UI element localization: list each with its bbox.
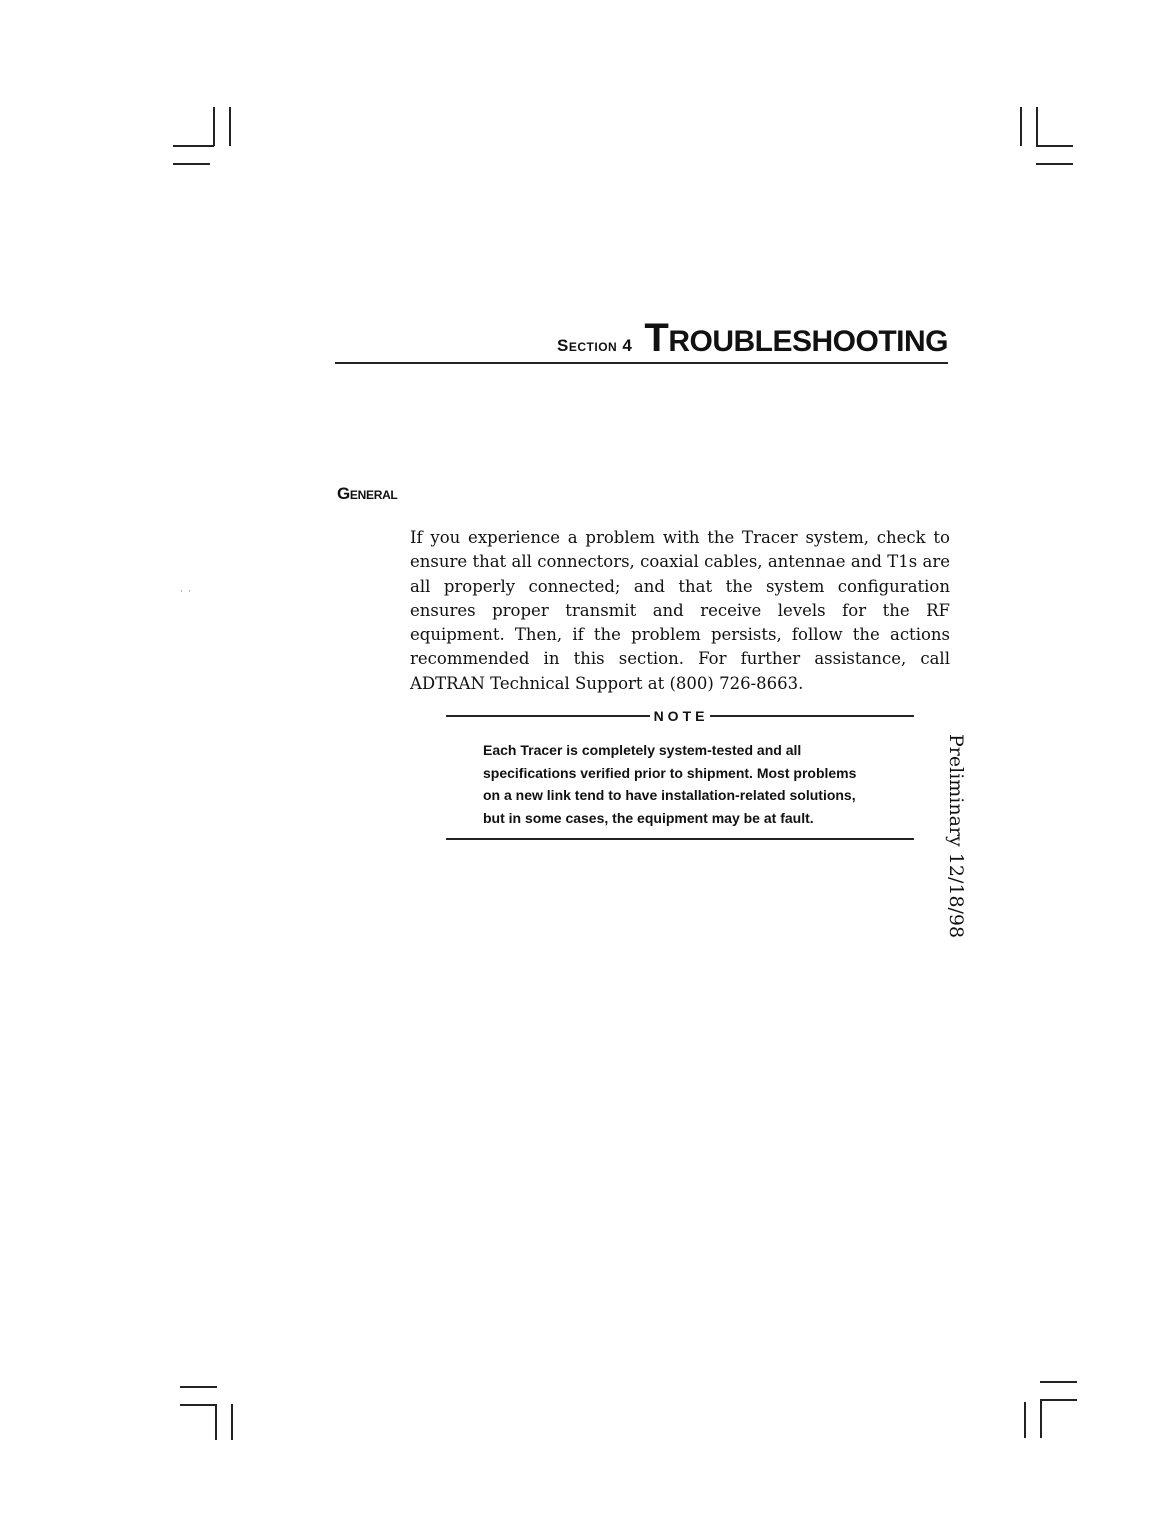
note-line: Each Tracer is completely system-tested and all [483, 742, 802, 758]
crop-mark-top-right-h2 [1036, 163, 1073, 165]
general-paragraph: If you experience a problem with the Tracer system, check to ensure that all connectors, coaxial cables, antennae and T1s are all properly connected; and that the system configuration ensures proper transmit and receive levels for the RF equipment. Then, if the problem persists, follow the actions recommended in this section. For further assistance, call ADTRAN Technical Support at (800) 726-8663. [410, 528, 950, 693]
crop-mark-bottom-right-h [1040, 1381, 1077, 1383]
crop-mark-bottom-right-v2 [1040, 1399, 1042, 1438]
crop-mark-top-right [1020, 107, 1022, 146]
scan-speck: ˙ ˙ [179, 590, 193, 601]
note-body [483, 739, 883, 829]
crop-mark-bottom-left-v2 [231, 1404, 233, 1440]
crop-mark-top-left-h [173, 145, 214, 147]
crop-mark-bottom-left-h2 [180, 1404, 217, 1406]
crop-mark-top-right-h [1036, 145, 1073, 147]
note-line: but in some cases, the equipment may be at fault. [483, 809, 814, 826]
note-rule-bottom [446, 838, 914, 840]
note-line: on a new link tend to have installation-related solutions, [483, 787, 856, 803]
note-header [446, 705, 914, 727]
crop-mark-bottom-left [215, 1404, 217, 1440]
section-heading [557, 318, 948, 358]
section-title-initial: T [644, 316, 669, 360]
section-number: Section 4 [557, 336, 633, 355]
note-label: NOTE [653, 708, 709, 724]
crop-mark-bottom-right [1024, 1402, 1026, 1438]
preliminary-date-stamp: Preliminary 12/18/98 [945, 734, 967, 939]
section-title-rest: ROUBLESHOOTING [668, 325, 948, 358]
note-rule-right [710, 715, 914, 717]
crop-mark-top-left-v2 [229, 107, 231, 146]
note-line: specifications verified prior to shipment. Most problems [483, 764, 857, 781]
crop-mark-bottom-left-h [180, 1386, 217, 1388]
crop-mark-top-left [213, 107, 215, 146]
crop-mark-top-right-v2 [1036, 107, 1038, 146]
note-rule-left [446, 715, 650, 717]
crop-mark-bottom-right-h2 [1040, 1399, 1077, 1401]
section-rule [335, 362, 948, 364]
crop-mark-top-left-h2 [173, 163, 210, 165]
general-heading: General [337, 484, 398, 503]
section-title [644, 316, 948, 360]
